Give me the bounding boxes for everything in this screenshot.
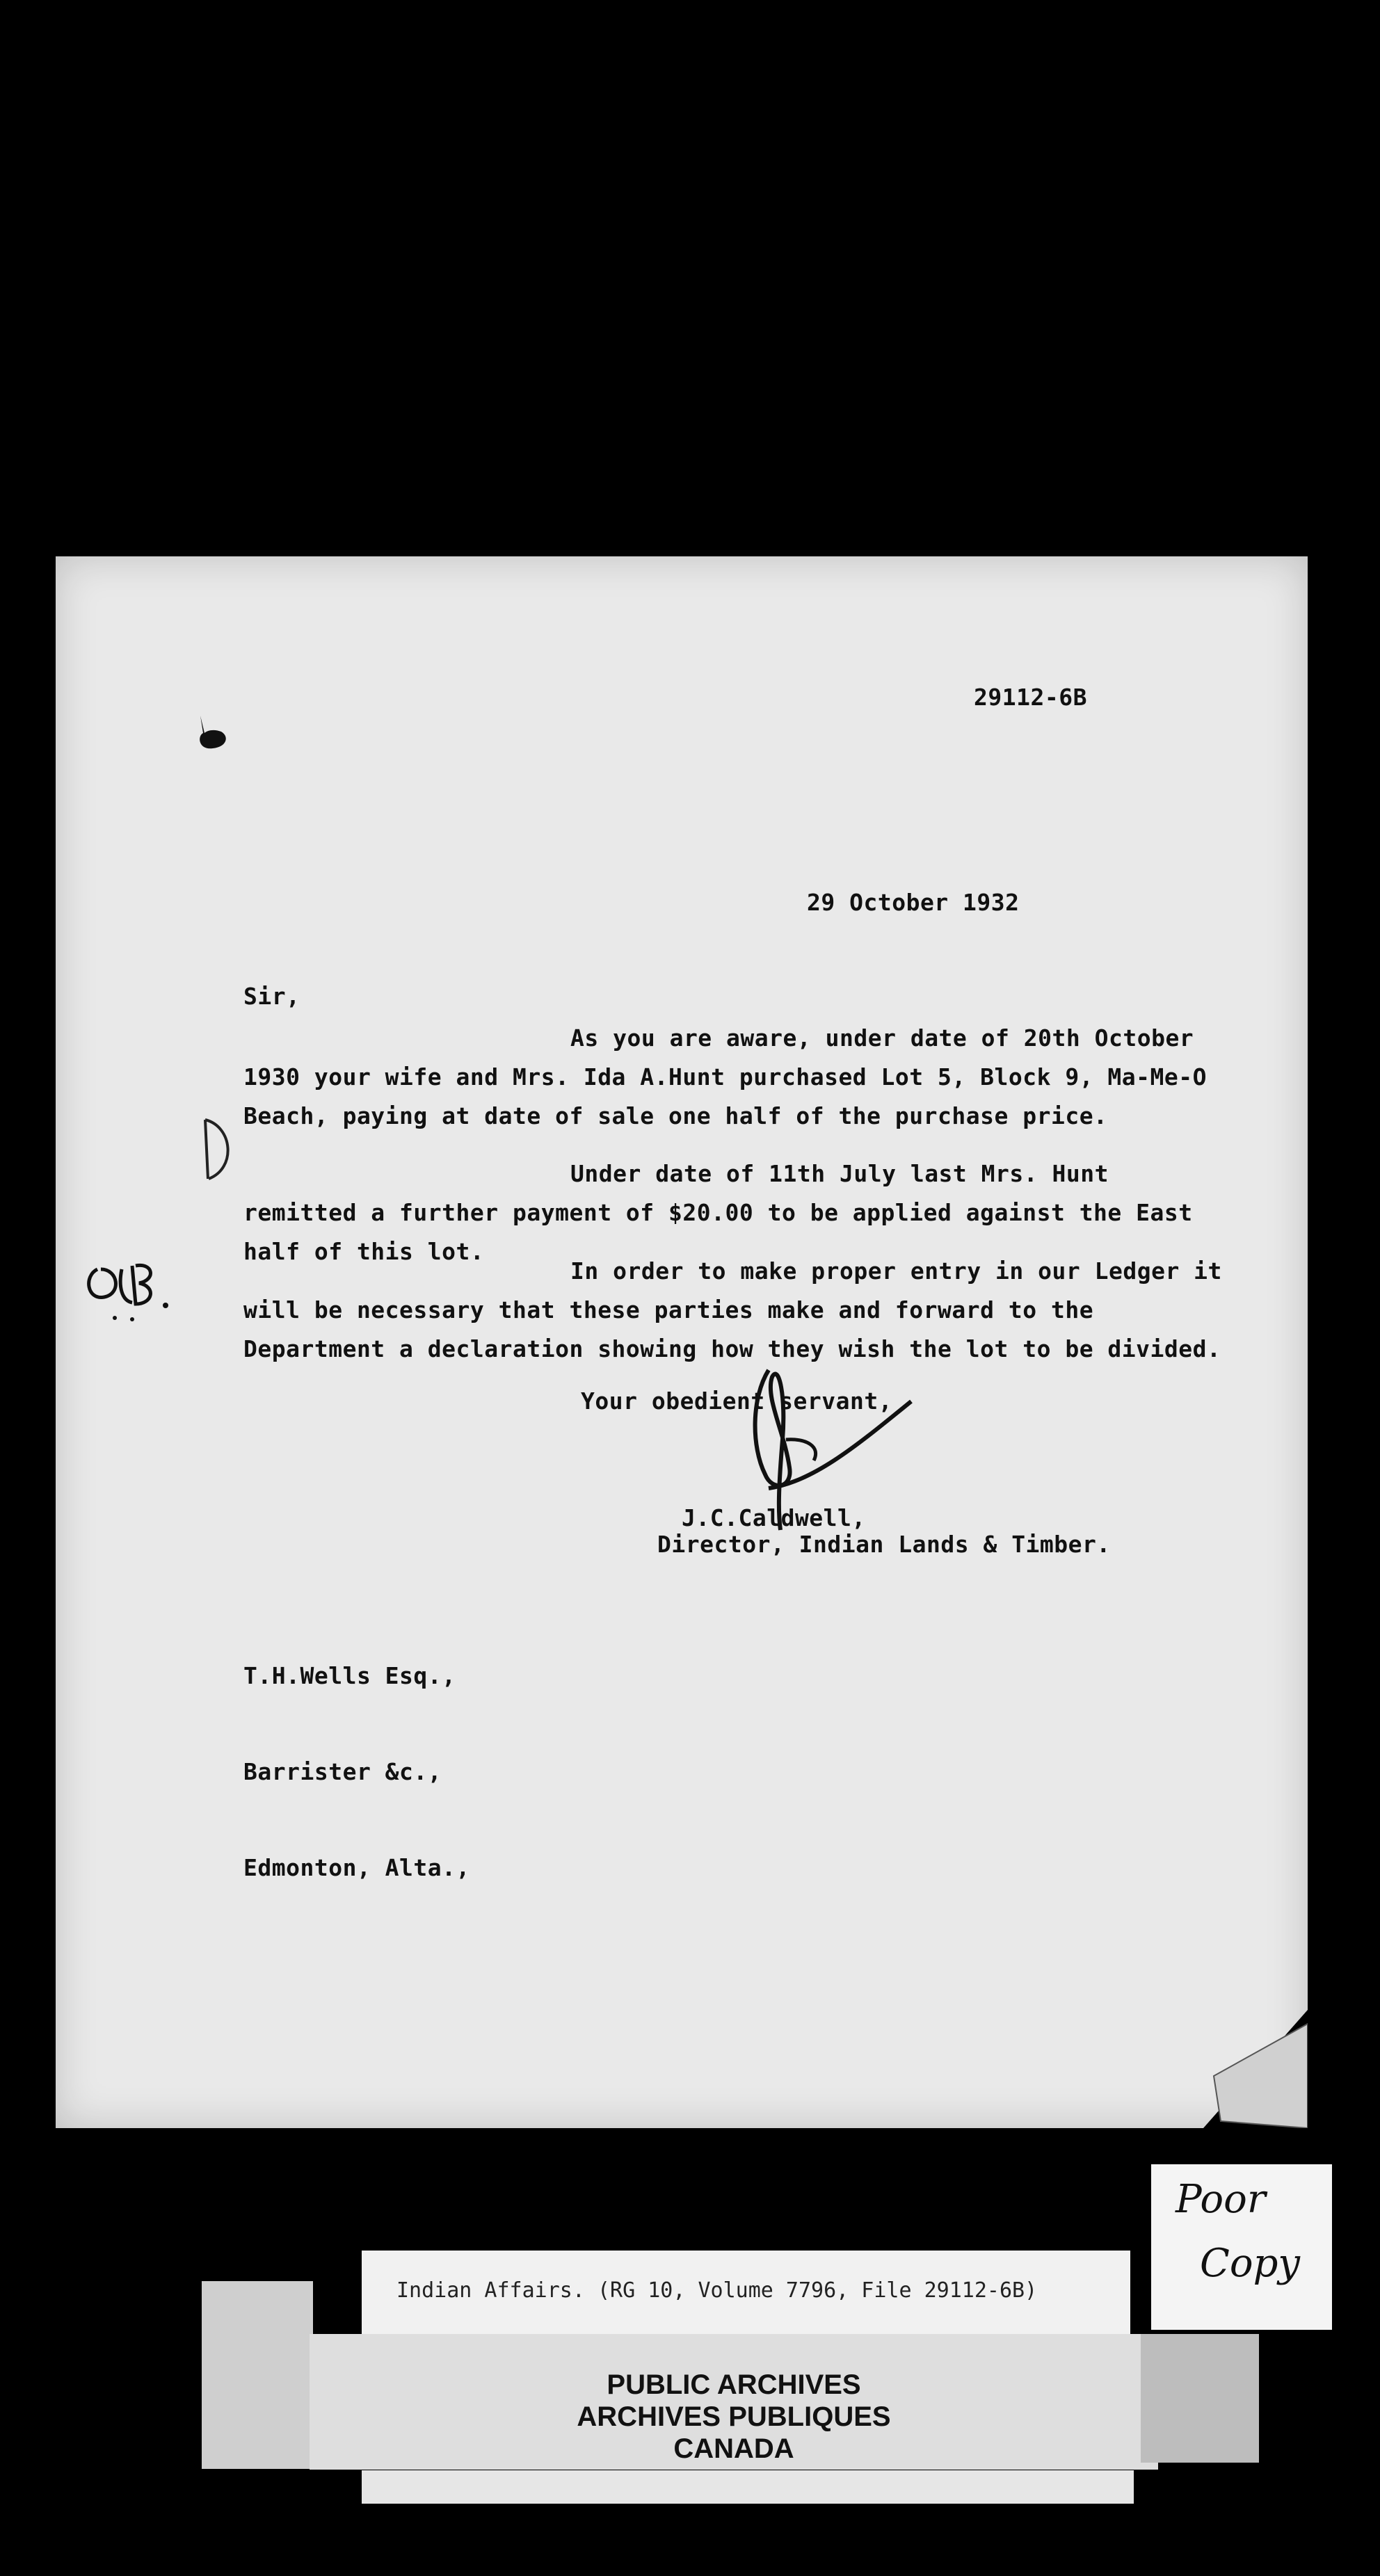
salutation: Sir, xyxy=(243,983,300,1010)
address-line: Edmonton, Alta., xyxy=(243,1854,470,1881)
note-line: Poor xyxy=(1176,2177,1266,2222)
file-reference: 29112-6B xyxy=(974,684,1087,711)
paragraph-3 xyxy=(243,1252,1231,1369)
closing-line: Your obedient servant, xyxy=(581,1387,893,1415)
letter-page xyxy=(56,556,1308,2128)
folded-corner xyxy=(1203,2010,1308,2128)
paragraph-1-text: As you are aware, under date of 20th October 1930 your wife and Mrs. Ida A.Hunt purchased Lot 5, Block 9, Ma-Me-O Beach, paying at date of sale one half of the purchase price. xyxy=(243,1024,1208,1129)
address-line: T.H.Wells Esq., xyxy=(243,1662,456,1689)
address-line: Barrister &c., xyxy=(243,1758,442,1785)
ink-blot-mark xyxy=(193,712,235,754)
margin-initials-mark xyxy=(83,1248,188,1325)
archive-reference: Indian Affairs. (RG 10, Volume 7796, File 29112-6B) xyxy=(396,2278,1038,2303)
archive-line: PUBLIC ARCHIVES xyxy=(607,2369,861,2400)
signature-name: J.C.Caldwell, xyxy=(682,1504,866,1531)
archive-label-right-tab xyxy=(1141,2334,1259,2463)
letter-date: 29 October 1932 xyxy=(807,889,1020,916)
note-line: Copy xyxy=(1200,2241,1301,2286)
archive-label-left-tab xyxy=(202,2281,313,2469)
recipient-address xyxy=(243,1596,470,1948)
paragraph-3-text: In order to make proper entry in our Ledger it will be necessary that these parties make and forward to the Department a declaration showing how they wish the lot to be divided. xyxy=(243,1257,1222,1362)
archive-stamp xyxy=(310,2334,1158,2470)
archive-reference-strip xyxy=(362,2251,1130,2335)
archive-label-bottom-strip xyxy=(362,2470,1134,2504)
archive-line: CANADA xyxy=(673,2433,794,2464)
paragraph-1 xyxy=(243,1019,1231,1136)
margin-bracket-mark xyxy=(191,1113,240,1189)
paragraph-2-text: Under date of 11th July last Mrs. Hunt remitted a further payment of $20.00 to be applied against the East half of this lot. xyxy=(243,1160,1193,1265)
signature-title: Director, Indian Lands & Timber. xyxy=(657,1531,1111,1558)
handwritten-note-card xyxy=(1151,2164,1332,2330)
archive-line: ARCHIVES PUBLIQUES xyxy=(577,2401,891,2432)
